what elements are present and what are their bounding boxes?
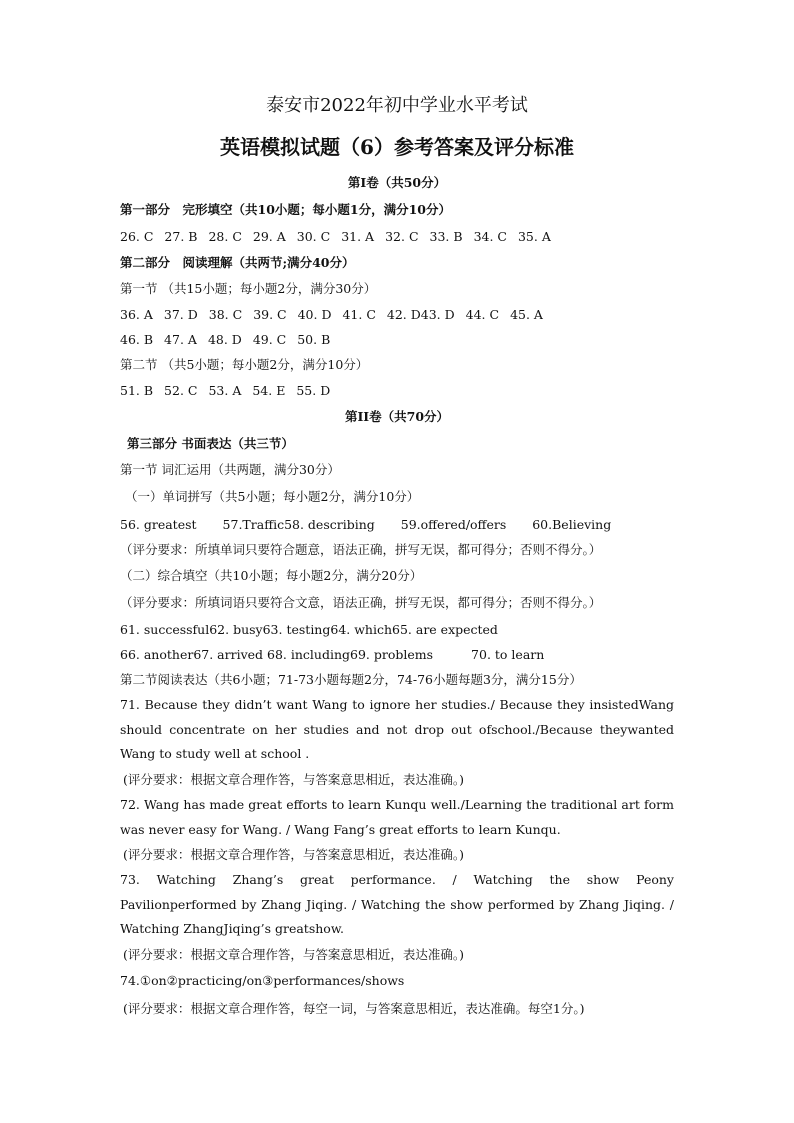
answer-item: 49. C <box>252 332 287 347</box>
answer-item: 30. C <box>296 229 331 244</box>
scoring-note-74: (评分要求：根据文章合理作答，每空一词，与答案意思相近，表达准确。每空1分。) <box>123 1001 585 1016</box>
answer-item: 40. D <box>297 307 332 322</box>
answer-item: 41. C <box>342 307 376 322</box>
sub1-scoring-note: （评分要求：所填单词只要符合题意，语法正确，拼写无误，都可得分；否则不得分。） <box>120 542 602 557</box>
part3-section2-heading: 第二节阅读表达（共6小题；71-73小题每题2分，74-76小题每题3分，满分15分） <box>120 672 582 687</box>
scoring-note-71: (评分要求：根据文章合理作答，与答案意思相近，表达准确。) <box>123 772 465 787</box>
answer-item: 47. A <box>164 332 197 347</box>
part2-heading: 第二部分 阅读理解（共两节;满分40分） <box>120 255 355 270</box>
part1-heading: 第一部分 完形填空（共10小题；每小题1分，满分10分） <box>120 202 451 217</box>
part2-section2-heading: 第二节 （共5小题；每小题2分，满分10分） <box>120 357 369 372</box>
part3-section1-heading: 第一节 词汇运用（共两题，满分30分） <box>120 462 340 477</box>
answer-item: 27. B <box>164 229 198 244</box>
sub1-heading: （一）单词拼写（共5小题；每小题2分，满分10分） <box>125 489 420 504</box>
answer-item: 36. A <box>120 307 153 322</box>
answer-item: 53. A <box>208 383 242 398</box>
answer-key-title: 英语模拟试题（6）参考答案及评分标准 <box>220 135 574 159</box>
sub2-heading: （二）综合填空（共10小题；每小题2分，满分20分） <box>120 568 423 583</box>
answer-item: 57.Traffic58. describing <box>222 517 375 532</box>
volume1-heading: 第I卷（共50分） <box>347 175 447 190</box>
answer-item: 38. C <box>208 307 243 322</box>
answer-item: 37. D <box>163 307 198 322</box>
part2-section1-answers-row1 <box>120 307 680 323</box>
scoring-note-72: (评分要求：根据文章合理作答，与答案意思相近，表达准确。) <box>123 847 465 862</box>
part2-section2-answers <box>120 383 680 399</box>
answer-item: 33. B <box>429 229 463 244</box>
answer-item: 46. B <box>120 332 154 347</box>
answer-item: 26. C <box>120 229 154 244</box>
sub2-answers-row2 <box>120 647 680 663</box>
answer-item: 32. C <box>385 229 419 244</box>
answer-item: 70. to learn <box>471 647 545 662</box>
sub2-answers-row1: 61. successful62. busy63. testing64. which65. are expected <box>120 622 498 637</box>
answer-item: 59.offered/offers <box>400 517 507 532</box>
answer-item: 60.Believing <box>532 517 612 532</box>
answer-item: 31. A <box>341 229 375 244</box>
answer-item: 28. C <box>208 229 242 244</box>
answer-item: 29. A <box>252 229 286 244</box>
part1-answers <box>120 229 680 245</box>
answer-item: 42. D43. D <box>386 307 455 322</box>
answer-item: 35. A <box>517 229 551 244</box>
part2-section1-heading: 第一节 （共15小题；每小题2分，满分30分） <box>120 281 377 296</box>
answer-item: 34. C <box>473 229 507 244</box>
answer-71: 71. Because they didn’t want Wang to ignore her studies./ Because they insistedWang should concentrate on her studies and not drop out ofschool./Because theywanted Wang to study well at school . <box>120 697 674 761</box>
answer-item: 50. B <box>297 332 331 347</box>
answer-item: 39. C <box>253 307 287 322</box>
answer-item: 52. C <box>164 383 198 398</box>
sub1-answers <box>120 517 680 533</box>
answer-item: 54. E <box>252 383 286 398</box>
volume2-heading: 第II卷（共70分） <box>344 409 450 424</box>
exam-title: 泰安市2022年初中学业水平考试 <box>266 95 528 116</box>
answer-item: 48. D <box>207 332 242 347</box>
answer-item: 51. B <box>120 383 154 398</box>
answer-74: 74.①on②practicing/on③performances/shows <box>120 973 405 988</box>
answer-72: 72. Wang has made great efforts to learn Kunqu well./Learning the traditional art form was never easy for Wang. / Wang Fang’s great efforts to learn Kunqu. <box>120 797 674 837</box>
answer-item: 45. A <box>510 307 543 322</box>
answer-item: 56. greatest <box>120 517 197 532</box>
answer-73: 73. Watching Zhang’s great performance. / Watching the show Peony Pavilionperformed by Zhang Jiqing. / Watching the show performed by Zhang Jiqing. / Watching ZhangJiqing’s greatshow. <box>120 872 674 936</box>
answer-item: 55. D <box>296 383 331 398</box>
scoring-note-73: (评分要求：根据文章合理作答，与答案意思相近，表达准确。) <box>123 947 465 962</box>
answer-item: 44. C <box>465 307 500 322</box>
part3-heading: 第三部分 书面表达（共三节） <box>127 436 294 451</box>
answer-item: 66. another67. arrived 68. including69. problems <box>120 647 434 662</box>
sub2-scoring-note: （评分要求：所填词语只要符合文意，语法正确，拼写无误，都可得分；否则不得分。） <box>120 595 602 610</box>
part2-section1-answers-row2 <box>120 332 680 348</box>
